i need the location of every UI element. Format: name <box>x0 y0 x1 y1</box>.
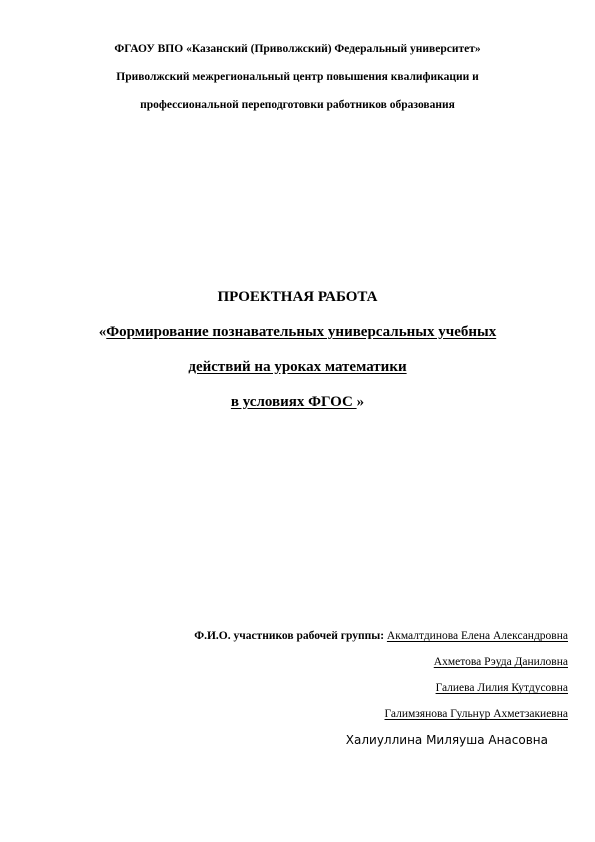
center-name-line-2: профессиональной переподготовки работников образования <box>140 99 455 111</box>
project-title-line-3 <box>0 392 595 412</box>
project-title-line-2 <box>0 357 595 377</box>
participant-name: Ахметова Рэуда Даниловна <box>433 656 568 668</box>
project-label: ПРОЕКТНАЯ РАБОТА <box>217 289 378 305</box>
close-quote: » <box>356 394 365 410</box>
project-title-block <box>0 287 595 412</box>
project-title-text-1: Формирование познавательных универсальных учебных <box>106 324 497 340</box>
university-name: ФГАОУ ВПО «Казанский (Приволжский) Федеральный университет» <box>114 43 481 55</box>
document-header <box>0 42 595 112</box>
participant-row <box>48 629 568 643</box>
participant-name: Халиуллина Миляуша Анасовна <box>345 733 548 747</box>
participants-label: Ф.И.О. участников рабочей группы: <box>194 630 385 642</box>
project-title-line-1 <box>0 322 595 342</box>
open-quote: « <box>98 324 107 340</box>
participant-name: Акмалтдинова Елена Александровна <box>386 630 568 642</box>
participants-block <box>48 629 568 747</box>
participant-name: Галимзянова Гульнур Ахметзакиевна <box>384 708 568 720</box>
center-name-line-1: Приволжский межрегиональный центр повышения квалификации и <box>116 71 479 83</box>
project-title-text-3: в условиях ФГОС <box>230 394 357 410</box>
participant-name: Галиева Лилия Кутдусовна <box>435 682 568 694</box>
project-title-text-2: действий на уроках математики <box>188 359 407 375</box>
